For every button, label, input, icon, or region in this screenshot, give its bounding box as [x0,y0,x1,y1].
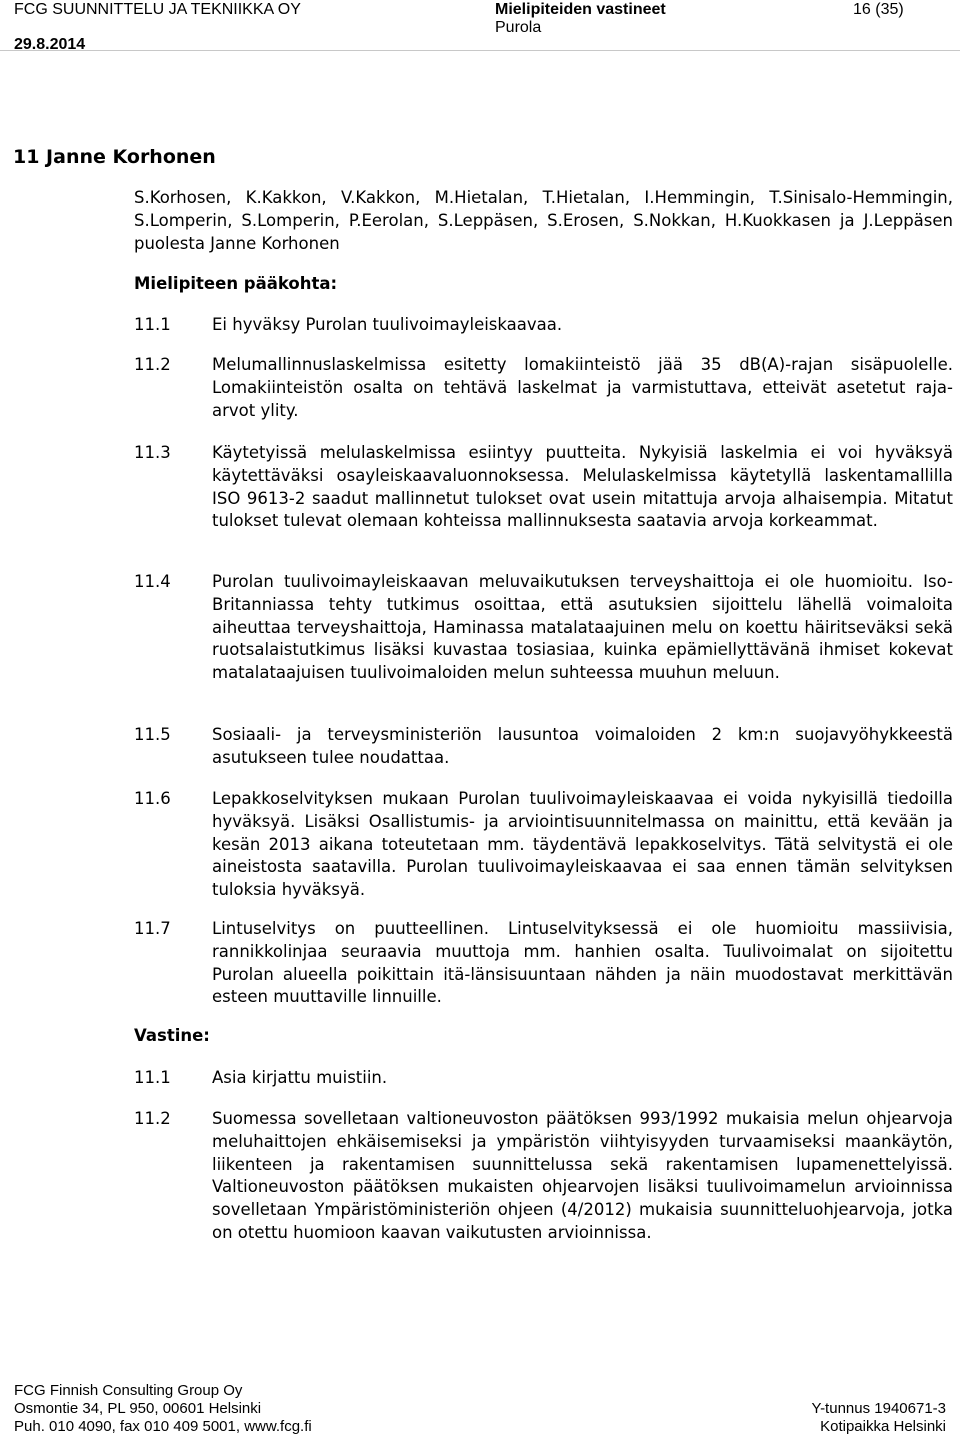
opinion-number: 11.5 [134,725,171,744]
footer-company: FCG Finnish Consulting Group Oy [14,1382,243,1399]
response-text: Suomessa sovelletaan valtioneuvoston päätöksen 993/1992 mukaisia melun ohjearvoja meluhaittojen ehkäisemiseksi ja ympäristön viihtyisyyden turvaamiseksi maankäytön, liikenteen ja rakentamisen suunnittelussa sekä rakentamisen lupamenettelyissä. Valtioneuvoston päätöksen mukaisten ohjearvojen lisäksi tuulivoimamelun arvioinnissa sovelletaan Ympäristöministeriön ohjeen (4/2012) mukaisia suunnitteluohjearvoja, jotka on otettu huomioon kaavan vaikutusten arvioinnissa. [212,1109,953,1242]
opinion-text: Käytetyissä melulaskelmissa esiintyy puutteita. Nykyisiä laskelmia ei voi hyväksyä käytettäväksi osayleiskaavaluonnoksessa. Melulaskelmissa käytetyllä laskentamallilla ISO 9613-2 saadut mallinnetut tulokset ovat usein mitattuja arvoja alhaisempia. Mitatut tulokset tulevat olemaan kohteissa mallinnuksesta saatavia arvoja korkeammat. [212,443,953,531]
footer-phone: Puh. 010 4090, fax 010 409 5001, www.fcg.fi [14,1418,312,1435]
header-divider [0,50,960,51]
footer-business-id: Y-tunnus 1940671-3 [811,1400,946,1417]
response-number: 11.1 [134,1068,171,1087]
opinion-number: 11.3 [134,443,171,462]
responses-heading: Vastine: [134,1026,210,1045]
response-number: 11.2 [134,1109,171,1128]
header-page-number: 16 (35) [853,1,904,18]
opinions-heading: Mielipiteen pääkohta: [134,274,338,293]
header-date: 29.8.2014 [14,36,86,53]
opinion-text: Sosiaali- ja terveysministeriön lausuntoa voimaloiden 2 km:n suojavyöhykkeestä asutukseen tulee noudattaa. [212,725,953,767]
opinion-text: Ei hyväksy Purolan tuulivoimayleiskaavaa. [212,315,563,334]
opinion-number: 11.4 [134,572,171,591]
opinion-text: Purolan tuulivoimayleiskaavan meluvaikutuksen terveyshaittoja ei ole huomioitu. Iso-Britanniassa tehty tutkimus osoittaa, että asutuksien sijoittelu lähellä voimaloita aiheuttaa terveyshaittoja, Haminassa matalataajuinen melu on koettu häiritseväksi sekä ruotsalaistutkimus lisäksi kuvastaa tosiasiaa, kuinka epämiellyttävänä ihmiset kokevat matalataajuisen tuulivoimaloiden melun suhteessa muuhun meluun. [212,572,953,683]
opinion-text: Lintuselvitys on puutteellinen. Lintuselvityksessä ei ole huomioitu massiivisia, rannikkolinjaa seuraavia muuttoja mm. hanhien osalta. Tuulivoimalat on sijoitettu Purolan alueella poikittain itä-länsisuuntaan nähden ja näin muodostavat merkittävän esteen muuttaville linnuille. [212,919,953,1007]
opinion-number: 11.2 [134,355,171,374]
section-title: 11 Janne Korhonen [13,146,216,168]
section-intro: S.Korhosen, K.Kakkon, V.Kakkon, M.Hietalan, T.Hietalan, I.Hemmingin, T.Sinisalo-Hemmingin, S.Lomperin, S.Lomperin, P.Eerolan, S.Leppäsen, S.Erosen, S.Nokkan, H.Kuokkasen ja J.Leppäsen puolesta Janne Korhonen [134,188,953,253]
header-location: Purola [495,19,542,36]
footer-address: Osmontie 34, PL 950, 00601 Helsinki [14,1400,262,1417]
opinion-number: 11.7 [134,919,171,938]
header-company: FCG SUUNNITTELU JA TEKNIIKKA OY [14,1,301,18]
opinion-number: 11.1 [134,315,171,334]
header-doc-title: Mielipiteiden vastineet [495,1,666,18]
response-text: Asia kirjattu muistiin. [212,1068,388,1087]
opinion-number: 11.6 [134,789,171,808]
opinion-text: Melumallinnuslaskelmissa esitetty lomakiinteistö jää 35 dB(A)-rajan sisäpuolelle. Lomakiinteistön osalta on tehtävä laskelmat ja varmistuttava, etteivät asetetut raja-arvot ylity. [212,355,953,420]
opinion-text: Lepakkoselvityksen mukaan Purolan tuulivoimayleiskaavaa ei voida nykyisillä tiedoilla hyväksyä. Lisäksi Osallistumis- ja arviointisuunnitelmassa on mainittu, että kevään ja kesän 2013 aikana toteutetaan mm. täydentävä lepakkoselvitys. Tätä selvitystä ei ole aineistosta saatavilla. Purolan tuulivoimayleiskaavaa ei saa ennen tämän selvityksen tuloksia hyväksyä. [212,789,953,900]
footer-domicile: Kotipaikka Helsinki [820,1418,946,1435]
